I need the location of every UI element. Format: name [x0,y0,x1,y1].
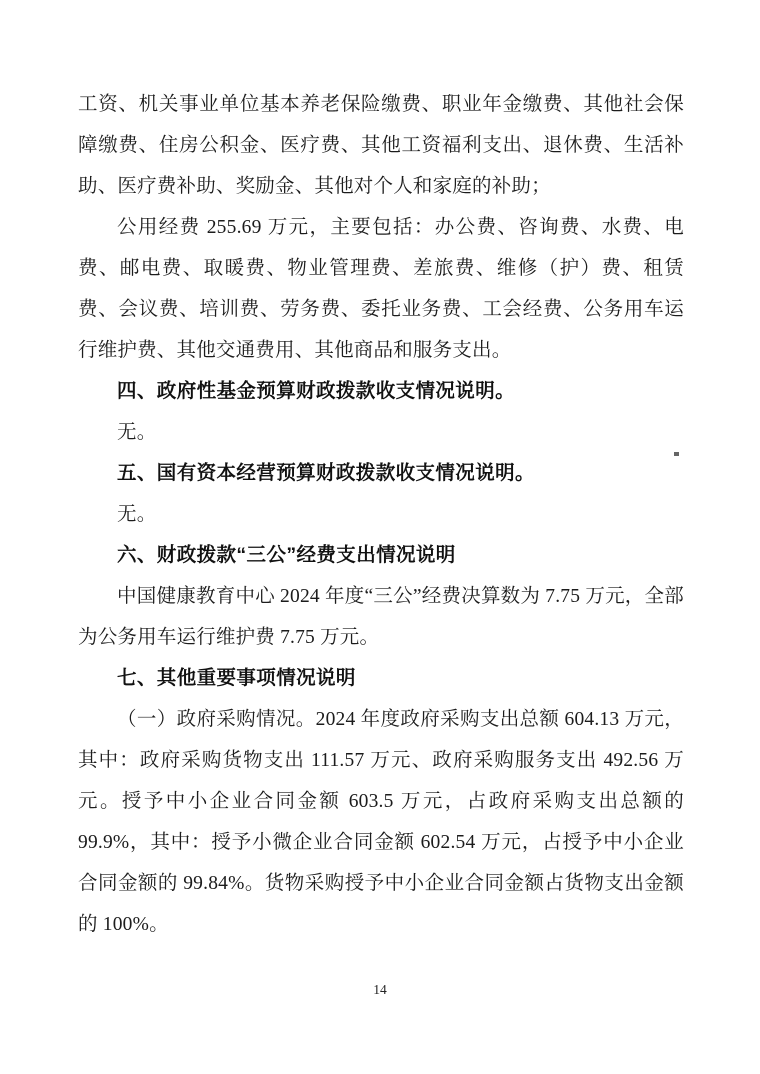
paragraph-government-procurement-detail: （一）政府采购情况。2024 年度政府采购支出总额 604.13 万元，其中：政府采购货物支出 111.57 万元、政府采购服务支出 492.56 万元。授予中小企业合同金额 603.5 万元，占政府采购支出总额的 99.9%，其中：授予小微企业合同金额 602.54 万元，占授予中小企业合同金额的 99.84%。货物采购授予中小企业合同金额占货物支出金额的 100%。 [78,709,684,935]
heading-section-5-state-capital-budget: 五、国有资本经营预算财政拨款收支情况说明。 [117,462,535,484]
paragraph-public-expense-items: 公用经费 255.69 万元，主要包括：办公费、咨询费、水费、电费、邮电费、取暖费、物业管理费、差旅费、维修（护）费、租赁费、会议费、培训费、劳务费、委托业务费、工会经费、公务用车运行维护费、其他交通费用、其他商品和服务支出。 [78,217,684,361]
paragraph-none-1: 无。 [117,422,157,443]
document-body [78,84,684,945]
heading-section-7-other-important-matters: 七、其他重要事项情况说明 [117,667,356,689]
heading-section-6-three-public-expenses: 六、财政拨款“三公”经费支出情况说明 [117,544,456,566]
page-footer [0,982,760,998]
heading-section-4-government-fund-budget: 四、政府性基金预算财政拨款收支情况说明。 [117,380,516,402]
paragraph-three-public-expense-detail: 中国健康教育中心 2024 年度“三公”经费决算数为 7.75 万元，全部为公务用车运行维护费 7.75 万元。 [78,586,684,648]
scan-artifact-dot [674,452,679,456]
paragraph-none-2: 无。 [117,504,157,525]
page-number: 14 [373,982,387,997]
paragraph-personnel-expense-items: 工资、机关事业单位基本养老保险缴费、职业年金缴费、其他社会保障缴费、住房公积金、医疗费、其他工资福利支出、退休费、生活补助、医疗费补助、奖励金、其他对个人和家庭的补助； [78,94,684,197]
